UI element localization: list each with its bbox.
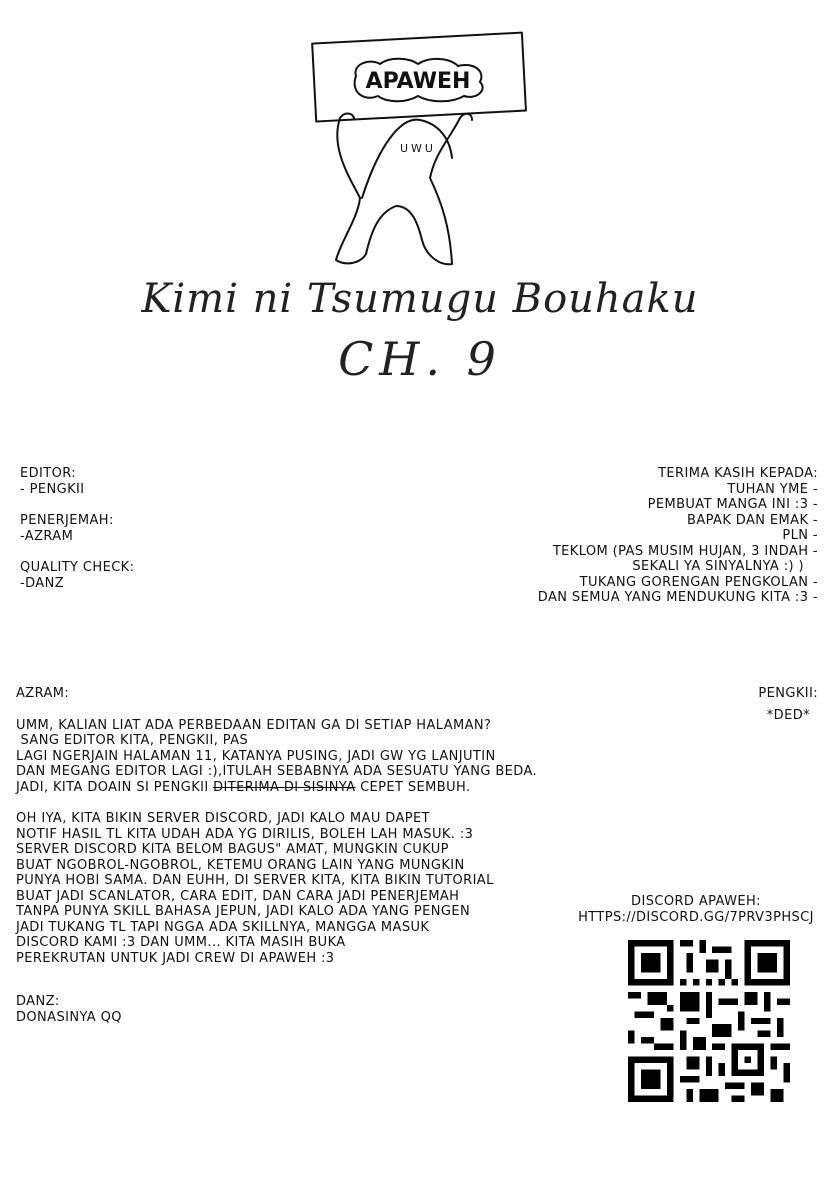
thanks-line: BAPAK DAN EMAK - <box>687 512 818 528</box>
azram-p2-line: NOTIF HASIL TL KITA UDAH ADA YG DIRILIS, BOLEH LAH MASUK. :3 <box>16 826 474 842</box>
editor-label: EDITOR: <box>20 466 77 481</box>
azram-p1-line: UMM, KALIAN LIAT ADA PERBEDAAN EDITAN GA DI SETIAP HALAMAN? <box>16 717 492 733</box>
qr-code-icon[interactable] <box>628 940 790 1102</box>
azram-p2-line: JADI TUKANG TL TAPI NGGA ADA SKILLNYA, MANGGA MASUK <box>16 919 430 935</box>
azram-p1-last-before: JADI, KITA DOAIN SI PENGKII <box>16 779 214 795</box>
azram-p2-line: PUNYA HOBI SAMA. DAN EUHH, DI SERVER KITA, KITA BIKIN TUTORIAL <box>16 873 494 888</box>
mascot-holding-sign-icon <box>300 28 540 278</box>
sign-text: APAWEH <box>365 69 471 94</box>
azram-notes <box>16 686 537 966</box>
azram-p2-line: OH IYA, KITA BIKIN SERVER DISCORD, JADI KALO MAU DAPET <box>16 811 430 826</box>
azram-p2-line: TANPA PUNYA SKILL BAHASA JEPUN, JADI KALO ADA YANG PENGEN <box>16 904 471 919</box>
manga-title: Kimi ni Tsumugu Bouhaku <box>141 276 699 322</box>
thanks-heading: TERIMA KASIH KEPADA: <box>658 466 818 481</box>
thanks-line: PLN - <box>782 528 818 543</box>
azram-p1-last-line <box>16 780 537 796</box>
thanks-line: PEMBUAT MANGA INI :3 - <box>647 497 818 512</box>
azram-p1-line: SANG EDITOR KITA, PENGKII, PAS <box>16 733 249 748</box>
credits-block <box>20 466 134 591</box>
discord-block <box>556 894 836 925</box>
translator-label: PENERJEMAH: <box>20 513 114 528</box>
azram-p2-line: PEREKRUTAN UNTUK JADI CREW DI APAWEH :3 <box>16 950 335 966</box>
qc-name: -DANZ <box>20 575 64 591</box>
azram-p1-line: DAN MEGANG EDITOR LAGI :),ITULAH SEBABNYA ADA SESUATU YANG BEDA. <box>16 764 538 779</box>
azram-p2-line: BUAT JADI SCANLATOR, CARA EDIT, DAN CARA JADI PENERJEMAH <box>16 888 460 904</box>
thanks-line: TEKLOM (PAS MUSIM HUJAN, 3 INDAH - <box>552 543 818 559</box>
pengkii-notes <box>758 686 818 723</box>
translator-name: -AZRAM <box>20 528 74 544</box>
azram-p1-last-after: CEPET SEMBUH. <box>355 779 471 795</box>
thanks-block <box>538 466 818 606</box>
thanks-line: SEKALI YA SINYALNYA :) ) <box>632 559 804 574</box>
pengkii-label: PENGKII: <box>758 686 818 701</box>
danz-label: DANZ: <box>16 994 60 1009</box>
azram-p2-line: DISCORD KAMI :3 DAN UMM... KITA MASIH BUKA <box>16 935 346 950</box>
mascot-face-text: UWU <box>400 142 436 155</box>
thanks-line: TUKANG GORENGAN PENGKOLAN - <box>579 574 818 590</box>
azram-p2-line: BUAT NGOBROL-NGOBROL, KETEMU ORANG LAIN YANG MUNGKIN <box>16 857 465 873</box>
pengkii-text: *DED* <box>766 707 810 723</box>
discord-label: DISCORD APAWEH: <box>631 894 761 909</box>
chapter-title: CH. 9 <box>338 332 502 386</box>
azram-p1-line: LAGI NGERJAIN HALAMAN 11, KATANYA PUSING, JADI GW YG LANJUTIN <box>16 748 496 764</box>
azram-p2-line: SERVER DISCORD KITA BELOM BAGUS" AMAT, MUNGKIN CUKUP <box>16 842 449 857</box>
azram-label: AZRAM: <box>16 686 70 701</box>
azram-p1-strikethrough: DITERIMA DI SISINYA <box>213 779 356 795</box>
discord-url[interactable]: HTTPS://DISCORD.GG/7PRV3PHSCJ <box>578 909 814 925</box>
qc-label: QUALITY CHECK: <box>20 560 135 575</box>
editor-name: - PENGKII <box>20 481 85 497</box>
thanks-line: TUHAN YME - <box>727 481 818 497</box>
thanks-line: DAN SEMUA YANG MENDUKUNG KITA :3 - <box>537 590 818 605</box>
danz-text: DONASINYA QQ <box>16 1009 122 1025</box>
danz-notes <box>16 994 122 1025</box>
